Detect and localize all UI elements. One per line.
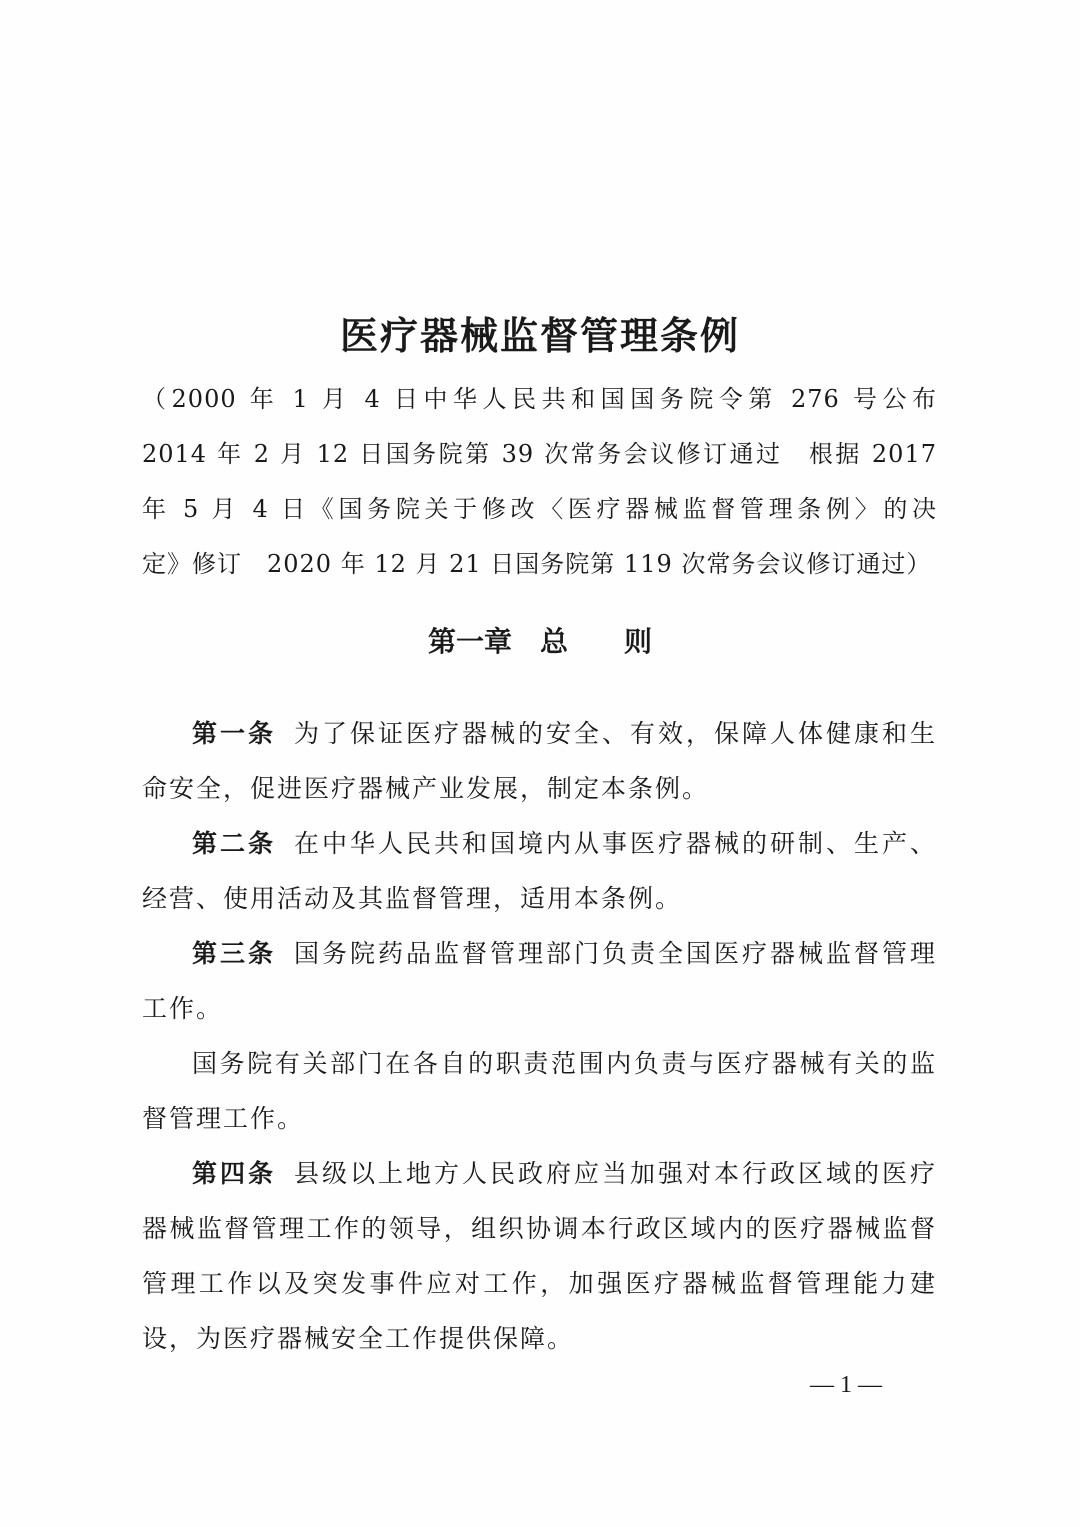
article-text: 在中华人民共和国境内从事医疗器械的研制、生产、经营、使用活动及其监督管理，适用本条例。	[142, 829, 937, 913]
article-label: 第三条	[192, 939, 276, 968]
article-paragraph	[142, 706, 937, 816]
article-text: 国务院药品监督管理部门负责全国医疗器械监督管理工作。	[142, 939, 937, 1023]
article-text: 国务院有关部门在各自的职责范围内负责与医疗器械有关的监督管理工作。	[142, 1049, 937, 1133]
revision-line: （2000 年 1 月 4 日中华人民共和国国务院令第 276 号公布	[142, 385, 937, 413]
article-text: 为了保证医疗器械的安全、有效，保障人体健康和生命安全，促进医疗器械产业发展，制定本条例。	[142, 719, 937, 803]
document-title: 医疗器械监督管理条例	[339, 313, 740, 358]
article-list	[142, 706, 937, 1366]
revision-line: 2014 年 2 月 12 日国务院第 39 次常务会议修订通过 根据 2017	[142, 440, 937, 468]
article-text: 县级以上地方人民政府应当加强对本行政区域的医疗器械监督管理工作的领导，组织协调本行政区域内的医疗器械监督管理工作以及突发事件应对工作，加强医疗器械监督管理能力建设，为医疗器械安全工作提供保障。	[142, 1159, 937, 1353]
revision-line: 定》修订 2020 年 12 月 21 日国务院第 119 次常务会议修订通过）	[142, 550, 932, 578]
article-paragraph	[142, 1146, 937, 1366]
article-paragraph	[142, 926, 937, 1036]
revision-history	[142, 372, 937, 592]
article-paragraph	[142, 816, 937, 926]
article-label: 第一条	[192, 719, 276, 748]
chapter-heading: 第一章 总 则	[427, 625, 652, 658]
article-label: 第四条	[192, 1159, 276, 1188]
article-label: 第二条	[192, 829, 276, 858]
revision-line: 年 5 月 4 日《国务院关于修改〈医疗器械监督管理条例〉的决	[142, 495, 937, 523]
article-paragraph	[142, 1036, 937, 1146]
page-number: — 1 —	[810, 1372, 882, 1398]
